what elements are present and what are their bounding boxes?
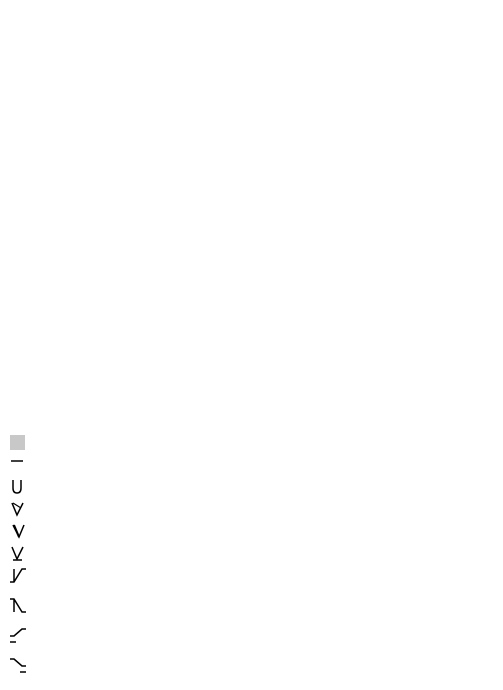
legend-item: [9, 520, 497, 542]
legend-item: [9, 564, 497, 594]
cable-right-purl-icon: [9, 626, 27, 644]
legend-item: [9, 432, 497, 454]
p2tog-icon: [9, 544, 27, 562]
cable-left-purl-icon: [9, 656, 27, 674]
cable-right-icon: [9, 566, 27, 584]
k2tog-left-icon: [9, 522, 27, 540]
legend-item: [9, 624, 497, 654]
legend: [9, 432, 497, 684]
cable-left-icon: [9, 596, 27, 614]
k2tog-right-icon: [9, 500, 27, 518]
purl-dash-icon: [9, 456, 27, 474]
legend-item: [9, 454, 497, 476]
grey-square-icon: [9, 434, 27, 452]
legend-item: [9, 654, 497, 684]
yarn-over-icon: [9, 478, 27, 496]
legend-item: [9, 542, 497, 564]
legend-item: [9, 594, 497, 624]
legend-item: [9, 476, 497, 498]
legend-item: [9, 498, 497, 520]
